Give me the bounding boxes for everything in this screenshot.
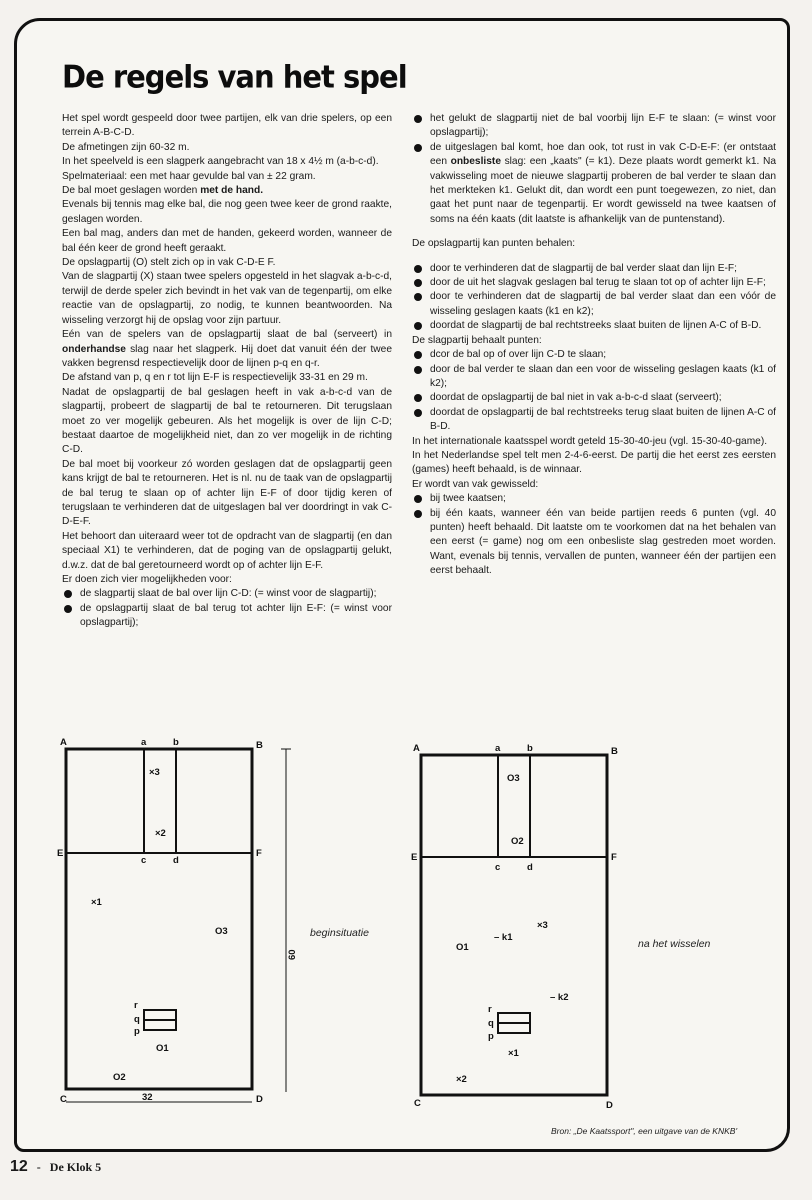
player-x2: ×2 [456,1074,467,1085]
paragraph: Het behoort dan uiteraard weer tot de opdracht van de slagpartij (en dan speciaal X1) te verhinderen, dat de poging van de opslagpartij gelukt, d.w.z. dat de bal geretourneerd wordt op of achter lijn E-F. [62,530,392,571]
player-o3: O3 [507,773,520,784]
paragraph: Eén van de spelers van de opslagpartij slaat de bal (serveert) in onderhandse slag naar het slagperk. Hij doet dat vanuit één der twee vakken begrensd respectievelijk door de lijnen p-q en q-r. [62,329,392,369]
paragraph: Van de slagpartij (X) staan twee spelers opgesteld in het slagvak a-b-c-d, terwijl de derde speler zich bevindt in het vak van de tegenpartij, om elke reactie van de opslagpartij, zo nodig, te kunnen beantwoorden. Na wisseling verzorgt hij de opslag voor zijn partuur. [62,271,392,326]
caption-beginsituatie: beginsituatie [310,927,369,939]
right-field-diagram [421,755,607,1095]
bullet-item: door te verhinderen dat de slagpartij de bal verder slaat dan een vóór de wisseling geslagen kaats (k1 en k2); [412,290,776,319]
label-d: d [527,862,533,873]
label-d: d [173,855,179,866]
dimension-32: 32 [142,1092,153,1103]
player-x1: ×1 [91,897,102,908]
paragraph: De bal moet geslagen worden met de hand. [62,185,264,197]
player-o1: O1 [156,1043,169,1054]
paragraph: In het Nederlandse spel telt men 2-4-6-eerst. De partij die het eerst zes eersten (games) heeft behaald, is de winnaar. [412,449,776,476]
bullet-item: doordat de opslagpartij de bal niet in vak a-b-c-d slaat (serveert); [412,391,776,405]
player-x2: ×2 [155,828,166,839]
paragraph: Er wordt van vak gewisseld: [412,478,539,490]
magazine-name: De Klok 5 [49,1160,102,1174]
bullet-item: bij één kaats, wanneer één van beide partijen reeds 6 punten (vgl. 40 punten) heeft behaald. Dit laatste om te voorkomen dat na het behalen van een eerst (= game) nog om een onbesliste slag gestreden moet worden. Want, evenals bij tennis, vervallen de punten, wanneer één der partijen een eerst behaalt. [412,507,776,579]
player-o1: O1 [456,942,469,953]
label-a: a [141,737,147,748]
page-number: 12 [10,1158,28,1175]
kaats-marker-k1: – k1 [494,932,513,943]
bullet-item: doordat de opslagpartij de bal rechtstreeks terug slaat buiten de lijnen A-C of B-D. [412,406,776,435]
label-c: c [141,855,147,866]
label-e: E [411,852,418,863]
paragraph: De bal moet bij voorkeur zó worden geslagen dat de opslagpartij geen kans krijgt de bal te retourneren. Het is nl. nu de taak van de opslagpartij de bal terug te slaan op of achter lijn E-F of door tijdig keren of terugslaan te verhinderen dat de uitgeslagen bal ver doordringt in vak C-D-E-F. [62,458,392,528]
left-field-diagram [66,749,291,1102]
label-a: a [495,743,501,754]
bullet-item: het gelukt de slagpartij niet de bal voorbij lijn E-F te slaan: (= winst voor opslagpartij); [412,112,776,141]
label-p: p [488,1031,494,1042]
paragraph: De afmetingen zijn 60-32 m. [62,141,190,153]
paragraph: De opslagpartij kan punten behalen: [412,238,576,250]
label-a-corner: A [60,737,67,748]
page-footer [10,1158,101,1176]
bullet-item: doordat de slagpartij de bal rechtstreeks slaat buiten de lijnen A-C of B-D. [412,319,776,333]
paragraph: In het internationale kaatsspel wordt geteld 15-30-40-jeu (vgl. 15-30-40-game). [412,435,768,447]
label-q: q [134,1014,140,1025]
dimension-60: 60 [287,949,298,960]
label-c: c [495,862,501,873]
bullet-item: door de bal verder te slaan dan een voor de wisseling geslagen kaats (k1 of k2); [412,363,776,392]
label-f: F [256,848,262,859]
player-o2: O2 [511,836,524,847]
bullet-item: de opslagpartij slaat de bal terug tot achter lijn E-F: (= winst voor opslagpartij); [62,602,392,631]
label-d-corner: D [606,1100,613,1111]
bullet-item: door de uit het slagvak geslagen bal terug te slaan tot op of achter lijn E-F; [412,276,776,290]
label-b: b [173,737,179,748]
label-e: E [57,848,64,859]
kaats-marker-k2: – k2 [550,992,569,1003]
label-r: r [488,1004,492,1015]
player-o2: O2 [113,1072,126,1083]
player-x3: ×3 [537,920,548,931]
label-b-corner: B [256,740,263,751]
label-d-corner: D [256,1094,263,1105]
label-r: r [134,1000,138,1011]
label-f: F [611,852,617,863]
player-x3: ×3 [149,767,160,778]
player-o3: O3 [215,926,228,937]
paragraph: Het spel wordt gespeeld door twee partijen, elk van drie spelers, op een terrein A-B-C-D. [62,113,392,139]
label-b: b [527,743,533,754]
bullet-item: de uitgeslagen bal komt, hoe dan ook, tot rust in vak C-D-E-F: (er ontstaat een onbesliste slag: een „kaats" (= k1). Deze plaats wordt gemerkt k1. Na vakwisseling moet de nieuwe slagpartij proberen de bal verder te slaan dan het merkteken k1. Gelukt dit, dan wordt een punt toegewezen, zo niet, dan gaat het punt naar de tegenpartij. Er wordt gewisseld na twee kaatsen of soms na één kaats (dit laatste is afhankelijk van de puntenstand). [412,141,776,227]
caption-na-het-wisselen: na het wisselen [638,938,711,950]
left-field-labels [57,737,298,1105]
paragraph: Er doen zich vier mogelijkheden voor: [62,574,232,585]
bullet-item: bij twee kaatsen; [412,492,776,506]
paragraph: Spelmateriaal: een met haar gevulde bal van ± 22 gram. [62,170,316,182]
paragraph: Nadat de opslagpartij de bal geslagen heeft in vak a-b-c-d van de slagpartij, probeert de slagpartij de bal te retourneren. Dit terugslaan moet zo ver mogelijk gebeuren. Als het mogelijk is over de lijn C-D; bestaat daartoe de mogelijkheid niet, dan zo ver mogelijk in de richting C-D. [62,386,392,456]
label-c-corner: C [60,1094,67,1105]
source-credit: Bron: „De Kaatssport", een uitgave van de KNKB' [551,1126,738,1136]
paragraph: De opslagpartij (O) stelt zich op in vak C-D-E F. [62,257,276,269]
player-x1: ×1 [508,1048,519,1059]
bullet-item: dcor de bal op of over lijn C-D te slaan; [412,348,776,362]
footer-separator: - [36,1160,41,1174]
field-outline [66,749,252,1089]
label-a-corner: A [413,743,420,754]
paragraph: Evenals bij tennis mag elke bal, die nog geen twee keer de grond raakte, geslagen worden. [62,199,392,225]
paragraph: Een bal mag, anders dan met de handen, gekeerd worden, wanneer de bal één keer de grond heeft geraakt. [62,228,392,254]
paragraph: De afstand van p, q en r tot lijn E-F is respectievelijk 33-31 en 29 m. [62,372,368,384]
paragraph: De slagpartij behaalt punten: [412,334,542,346]
label-b-corner: B [611,746,618,757]
bullet-item: door te verhinderen dat de slagpartij de bal verder slaat dan lijn E-F; [412,262,776,276]
label-q: q [488,1018,494,1029]
label-p: p [134,1026,140,1037]
paragraph: In het speelveld is een slagperk aangebracht van 18 x 4½ m (a-b-c-d). [62,156,379,168]
right-field-labels [411,743,618,1111]
page-title: De regels van het spel [62,58,407,96]
label-c-corner: C [414,1098,421,1109]
field-outline [421,755,607,1095]
bullet-item: de slagpartij slaat de bal over lijn C-D: (= winst voor de slagpartij); [62,587,392,601]
